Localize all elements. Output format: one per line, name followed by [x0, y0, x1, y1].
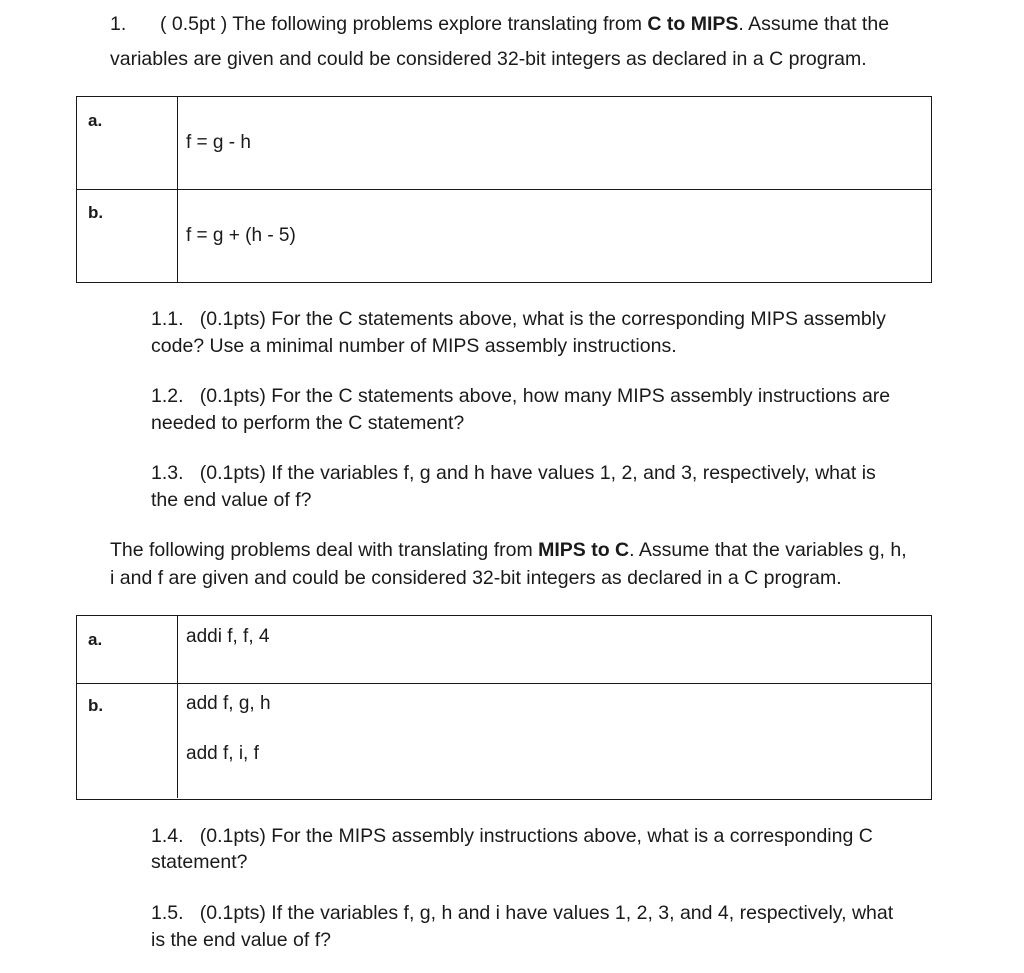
mips-instruction: add f, g, h	[186, 693, 271, 714]
subquestion-1-1-line-2: code? Use a minimal number of MIPS assembly instructions.	[151, 335, 677, 357]
subquestion-1-4-line-1: 1.4. (0.1pts) For the MIPS assembly instructions above, what is a corresponding C	[151, 825, 873, 847]
row-label: b.	[88, 203, 104, 222]
subquestion-1-2-line-1: 1.2. (0.1pts) For the C statements above, how many MIPS assembly instructions are	[151, 385, 891, 407]
subquestion-1-3-line-1: 1.3. (0.1pts) If the variables f, g and h have values 1, 2, and 3, respectively, what is	[151, 462, 876, 484]
table-row	[77, 97, 931, 190]
question-2-intro-line-2: i and f are given and could be considered 32-bit integers as declared in a C program.	[110, 567, 842, 589]
question-2-intro-text-end: . Assume that the variables g, h,	[629, 539, 907, 561]
subquestion-1-3-line-2: the end value of f?	[151, 489, 312, 511]
question-1-intro-line-2: variables are given and could be considered 32-bit integers as declared in a C program.	[110, 48, 867, 70]
table-row	[77, 190, 931, 282]
mips-instruction: addi f, f, 4	[186, 626, 270, 647]
row-label: a.	[88, 111, 103, 130]
subquestion-1-1-line-1: 1.1. (0.1pts) For the C statements above, what is the corresponding MIPS assembly	[151, 308, 886, 330]
mips-to-c-table	[76, 615, 932, 800]
subquestion-1-2-line-2: needed to perform the C statement?	[151, 412, 465, 434]
c-statement: f = g - h	[186, 132, 251, 153]
question-1-intro-text: ( 0.5pt ) The following problems explore translating from	[160, 13, 648, 35]
question-2-intro-text: The following problems deal with translating from	[110, 539, 539, 561]
table-row	[77, 684, 931, 798]
table-row	[77, 616, 931, 684]
mips-instruction: add f, i, f	[186, 743, 259, 764]
question-1-intro-line-1	[160, 11, 889, 37]
question-1-intro-text-end: . Assume that the	[738, 13, 890, 35]
question-2-intro-line-1	[110, 537, 907, 563]
subquestion-1-4-line-2: statement?	[151, 851, 248, 873]
row-label: a.	[88, 630, 103, 649]
subquestion-1-5-line-2: is the end value of f?	[151, 929, 331, 951]
c-statement: f = g + (h - 5)	[186, 225, 296, 246]
question-1-intro-bold: C to MIPS	[647, 13, 739, 35]
c-to-mips-table	[76, 96, 932, 283]
subquestion-1-5-line-1: 1.5. (0.1pts) If the variables f, g, h and i have values 1, 2, 3, and 4, respectively, what	[151, 902, 894, 924]
row-label: b.	[88, 696, 104, 715]
question-1-number: 1.	[110, 13, 127, 35]
question-2-intro-bold: MIPS to C	[538, 539, 630, 561]
